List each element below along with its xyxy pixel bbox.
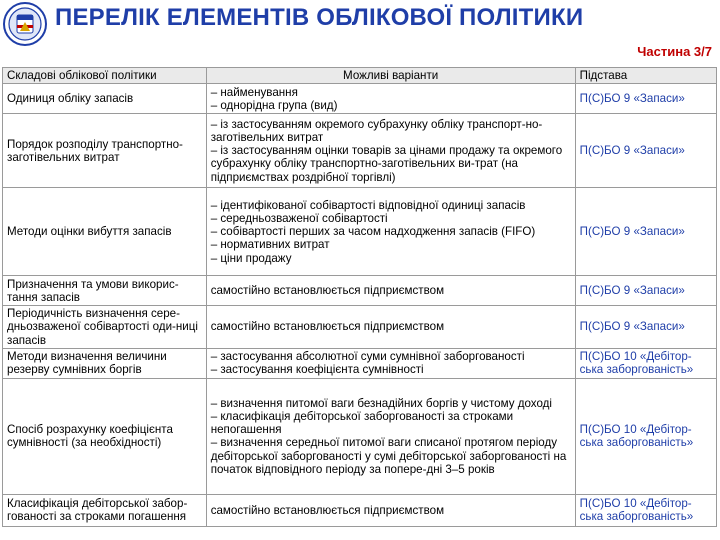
option-item: – застосування коефіцієнта сумнівності xyxy=(210,363,424,377)
column-header-component: Складові облікової політики xyxy=(3,68,207,84)
option-item: – найменування xyxy=(210,85,298,99)
basis-cell: П(С)БО 9 «Запаси» xyxy=(575,188,716,276)
option-item: – визначення середньої питомої ваги списаної протягом періоду дебіторської заборгованості у сумі дебіторської заборгованості на початок відповідного періоду за попере-дні 3–5 років xyxy=(210,436,567,476)
basis-cell: П(С)БО 9 «Запаси» xyxy=(575,276,716,306)
option-item: самостійно встановлюється підприємством xyxy=(210,503,445,517)
component-cell: Періодичність визначення сере-дньозваженої собівартості оди-ниці запасів xyxy=(3,306,207,349)
option-item: самостійно встановлюється підприємством xyxy=(210,320,445,334)
option-item: – ідентифікованої собівартості відповідної одиниці запасів xyxy=(210,198,526,212)
basis-cell: П(С)БО 10 «Дебітор-ська заборгованість» xyxy=(575,494,716,526)
basis-cell: П(С)БО 10 «Дебітор-ська заборгованість» xyxy=(575,348,716,378)
accounting-policy-table xyxy=(2,67,717,527)
option-item: – із застосуванням окремого субрахунку обліку транспорт-но-заготівельних витрат xyxy=(210,117,543,144)
options-cell xyxy=(206,348,575,378)
basis-cell: П(С)БО 9 «Запаси» xyxy=(575,84,716,114)
options-cell xyxy=(206,378,575,494)
table-row xyxy=(3,114,717,188)
option-item: – застосування абсолютної суми сумнівної заборгованості xyxy=(210,350,525,364)
component-cell: Одиниця обліку запасів xyxy=(3,84,207,114)
options-cell xyxy=(206,494,575,526)
options-cell xyxy=(206,276,575,306)
option-item: – однорідна група (вид) xyxy=(210,98,338,112)
table-row xyxy=(3,188,717,276)
column-header-options: Можливі варіанти xyxy=(206,68,575,84)
table-row xyxy=(3,378,717,494)
basis-cell: П(С)БО 10 «Дебітор-ська заборгованість» xyxy=(575,378,716,494)
page-title: ПЕРЕЛІК ЕЛЕМЕНТІВ ОБЛІКОВОЇ ПОЛІТИКИ xyxy=(55,4,584,31)
option-item: – собівартості перших за часом надходження запасів (FIFO) xyxy=(210,225,536,239)
basis-cell: П(С)БО 9 «Запаси» xyxy=(575,114,716,188)
table-header-row xyxy=(3,68,717,84)
options-cell xyxy=(206,84,575,114)
component-cell: Спосіб розрахунку коефіцієнта сумнівності (за необхідності) xyxy=(3,378,207,494)
option-item: – ціни продажу xyxy=(210,251,292,265)
options-cell xyxy=(206,188,575,276)
part-indicator: Частина 3/7 xyxy=(637,44,712,59)
options-cell xyxy=(206,114,575,188)
component-cell: Методи оцінки вибуття запасів xyxy=(3,188,207,276)
option-item: – середньозваженої собівартості xyxy=(210,211,388,225)
table-row xyxy=(3,276,717,306)
column-header-basis: Підстава xyxy=(575,68,716,84)
basis-cell: П(С)БО 9 «Запаси» xyxy=(575,306,716,349)
university-emblem-icon xyxy=(3,2,47,46)
options-cell xyxy=(206,306,575,349)
option-item: – класифікація дебіторської заборгованості за строками непогашення xyxy=(210,409,514,437)
table-row xyxy=(3,494,717,526)
component-cell: Методи визначення величини резерву сумнівних боргів xyxy=(3,348,207,378)
option-item: – нормативних витрат xyxy=(210,238,330,252)
table-row xyxy=(3,306,717,349)
component-cell: Класифікація дебіторської забор-гованості за строками погашення xyxy=(3,494,207,526)
option-item: – визначення питомої ваги безнадійних боргів у чистому доході xyxy=(210,396,553,410)
option-item: самостійно встановлюється підприємством xyxy=(210,284,445,298)
option-item: – із застосуванням оцінки товарів за цінами продажу та окремого субрахунку обліку транспортно-заготівельних ви-трат (на підприємствах роздрібної торгівлі) xyxy=(210,144,563,184)
table-row xyxy=(3,348,717,378)
component-cell: Призначення та умови викорис-тання запасів xyxy=(3,276,207,306)
table-row xyxy=(3,84,717,114)
component-cell: Порядок розподілу транспортно-заготівельних витрат xyxy=(3,114,207,188)
